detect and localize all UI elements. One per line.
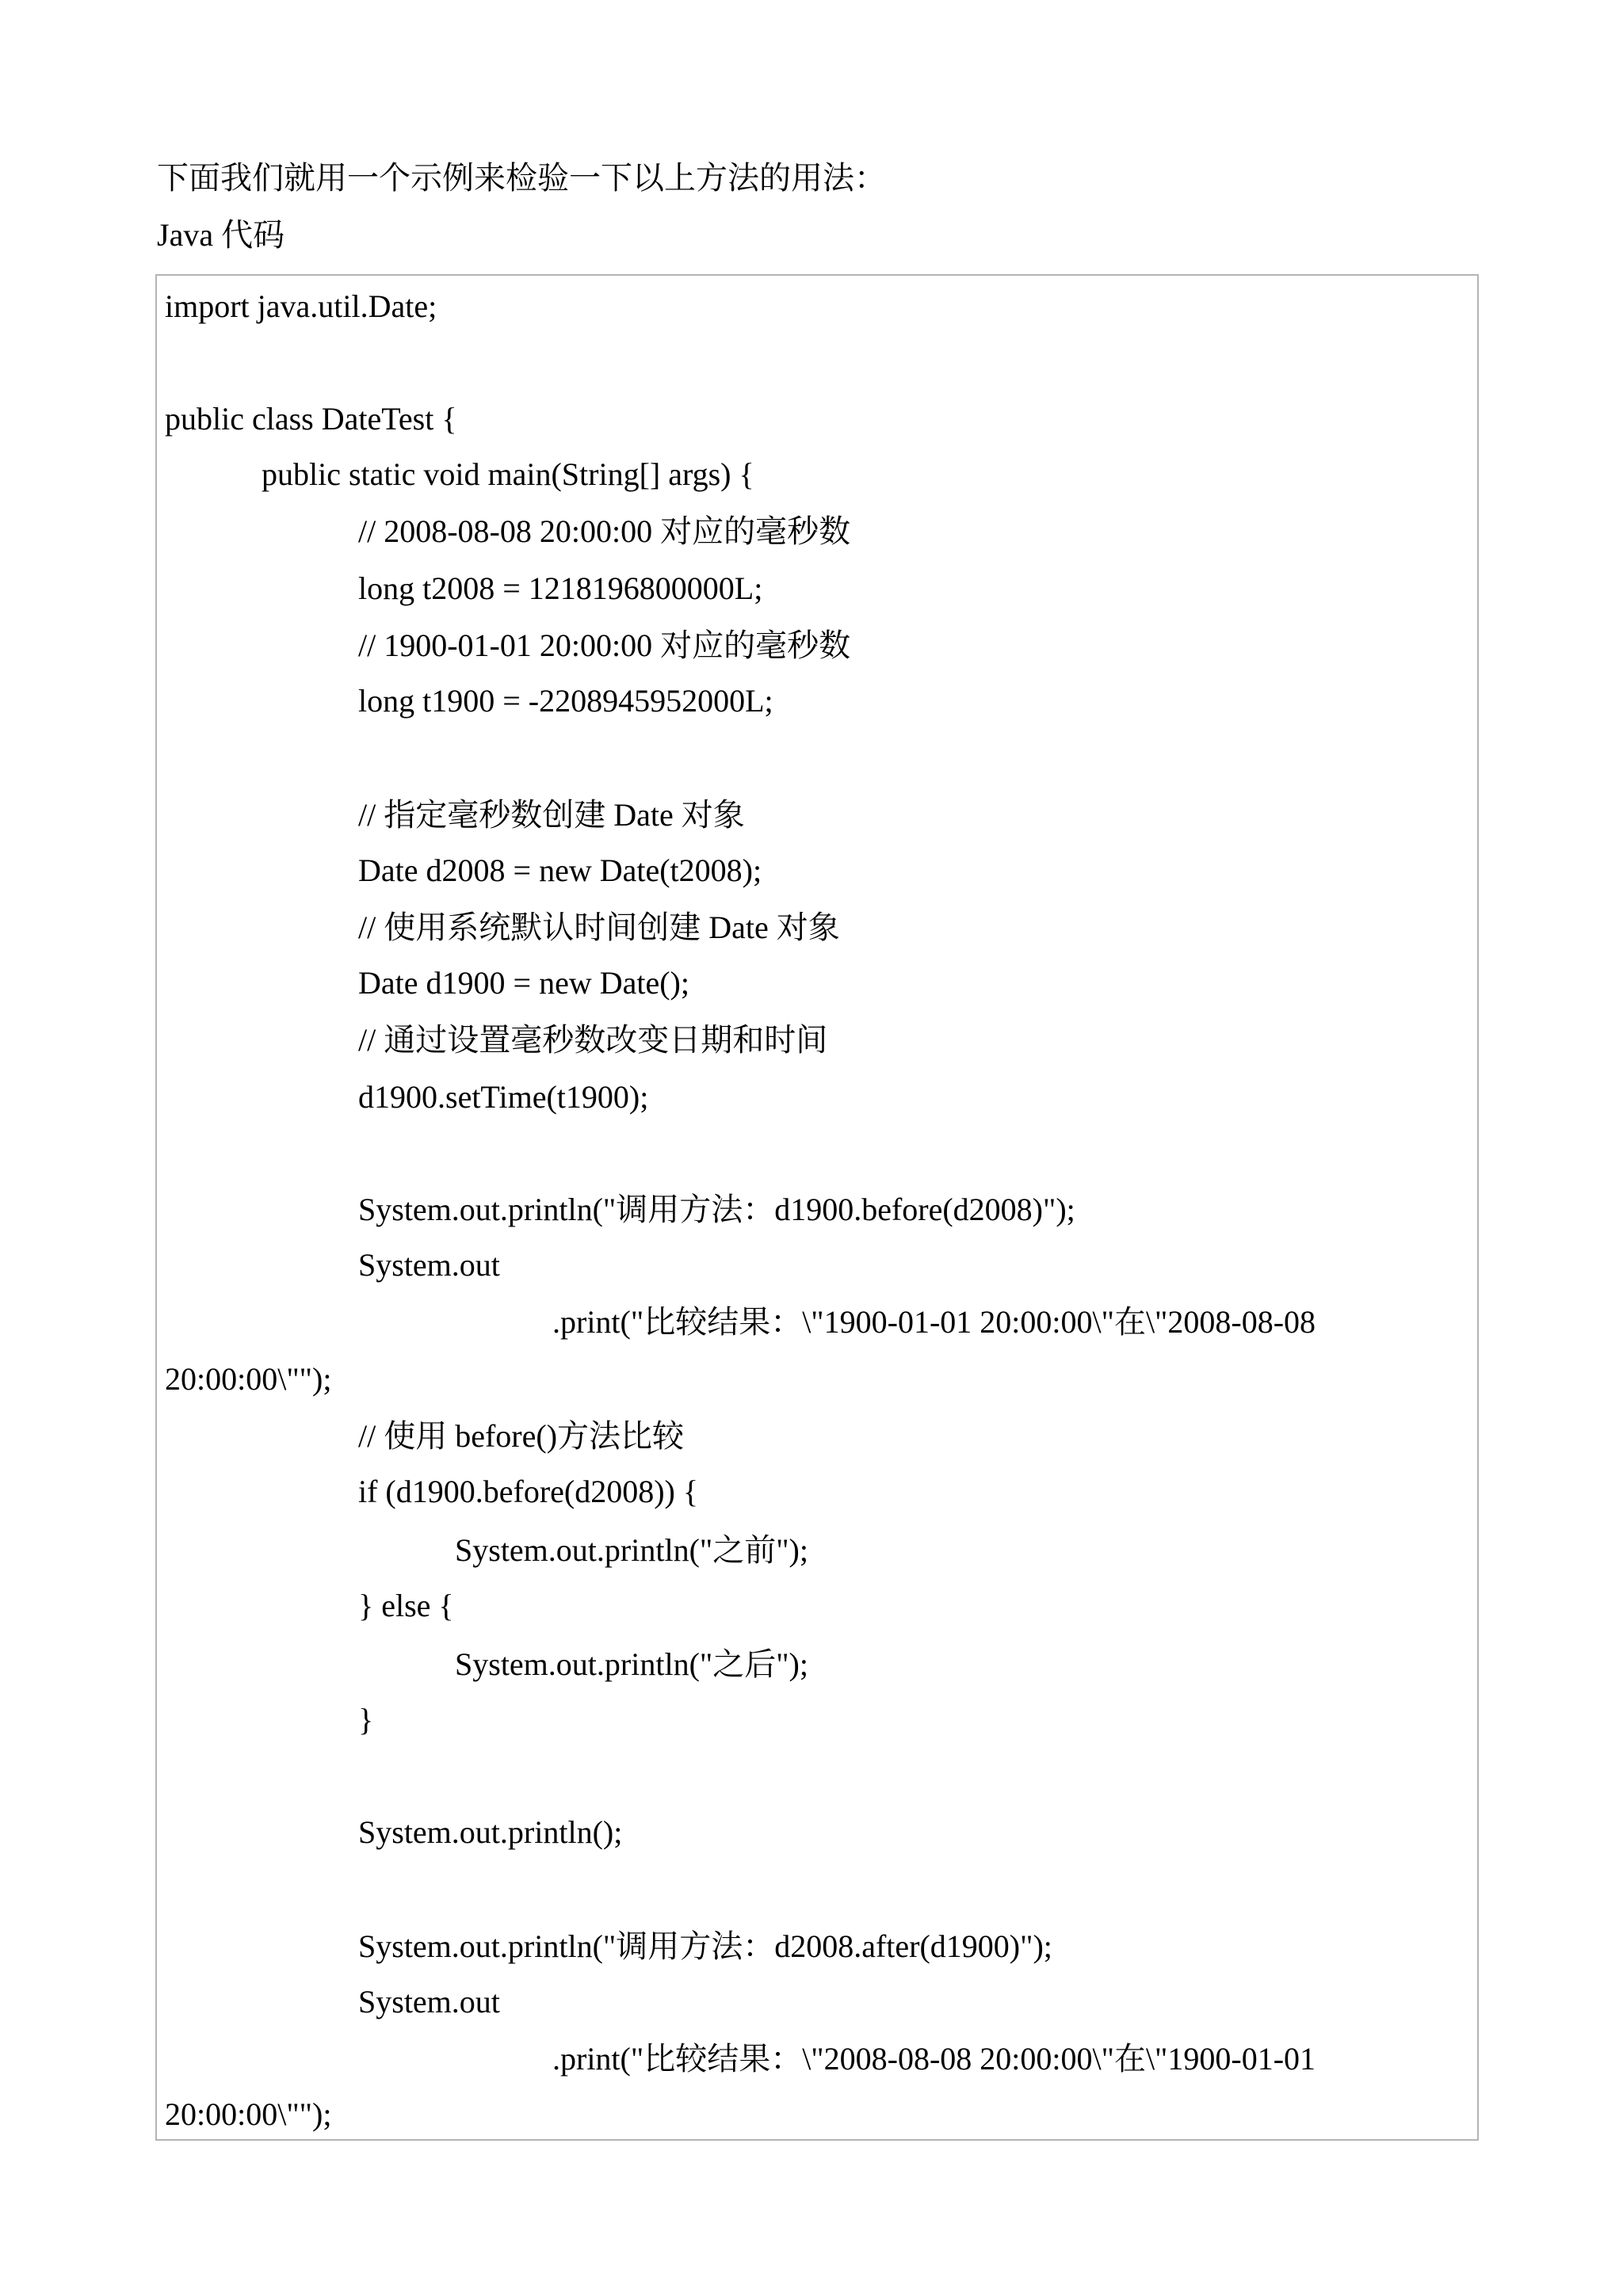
code-line: // 使用 before()方法比较 xyxy=(358,1418,685,1454)
code-line: System.out.println("调用方法：d1900.before(d2008)"); xyxy=(358,1192,1075,1227)
code-line: // 使用系统默认时间创建 Date 对象 xyxy=(358,910,840,945)
code-line: // 指定毫秒数创建 Date 对象 xyxy=(358,797,745,833)
code-line: System.out.println("调用方法：d2008.after(d1900)"); xyxy=(358,1928,1052,1964)
code-line: 20:00:00\""); xyxy=(165,1361,332,1397)
code-line: System.out xyxy=(358,1984,500,2019)
code-line: } else { xyxy=(358,1588,454,1623)
code-line: long t1900 = -2208945952000L; xyxy=(358,683,773,719)
code-line: // 1900-01-01 20:00:00 对应的毫秒数 xyxy=(358,627,851,663)
code-line: 20:00:00\""); xyxy=(165,2096,332,2132)
code-line: .print("比较结果：\"2008-08-08 20:00:00\"在\"1900-01-01 xyxy=(552,2041,1316,2077)
code-line: } xyxy=(358,1702,374,1737)
code-line: if (d1900.before(d2008)) { xyxy=(358,1474,699,1509)
intro-paragraph: 下面我们就用一个示例来检验一下以上方法的用法： xyxy=(157,160,886,196)
code-line: // 2008-08-08 20:00:00 对应的毫秒数 xyxy=(358,513,851,549)
code-line: Date d2008 = new Date(t2008); xyxy=(358,852,762,888)
code-line: public static void main(String[] args) { xyxy=(262,456,754,492)
code-line: System.out.println("之后"); xyxy=(455,1646,808,1682)
code-line: // 通过设置毫秒数改变日期和时间 xyxy=(358,1022,828,1058)
code-caption: Java 代码 xyxy=(157,217,285,253)
code-line: System.out.println("之前"); xyxy=(455,1532,808,1568)
code-line: d1900.setTime(t1900); xyxy=(358,1079,649,1115)
code-line: public class DateTest { xyxy=(165,401,457,437)
code-line: System.out.println(); xyxy=(358,1814,623,1850)
code-line: import java.util.Date; xyxy=(165,288,437,324)
code-line: Date d1900 = new Date(); xyxy=(358,965,689,1001)
code-line: System.out xyxy=(358,1247,500,1283)
code-line: long t2008 = 1218196800000L; xyxy=(358,570,763,606)
code-line: .print("比较结果：\"1900-01-01 20:00:00\"在\"2008-08-08 xyxy=(552,1304,1316,1340)
code-block xyxy=(155,274,1479,2141)
